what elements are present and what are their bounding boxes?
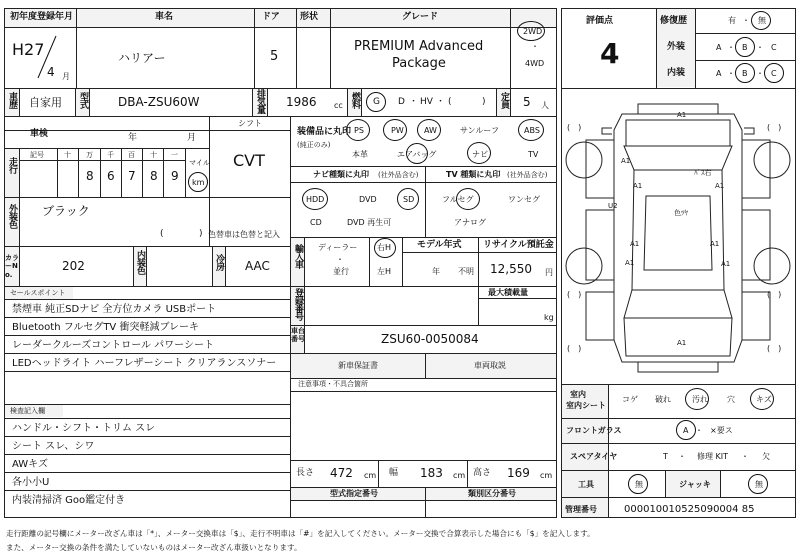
fuel-label: 燃料	[350, 92, 360, 108]
diagram-bracket: ( )	[567, 344, 582, 353]
ext-b: B	[742, 43, 748, 52]
diagram-mark: 色ﾂﾔ	[674, 209, 688, 217]
tools-label: 工具	[578, 480, 594, 489]
equip-abs: ABS	[524, 126, 540, 135]
diagram-mark: A1	[677, 111, 687, 119]
yen-unit: 円	[545, 268, 553, 277]
reg-no-label: 登録番号	[293, 288, 303, 320]
equip-abs-circle	[518, 119, 544, 141]
import-label: 輸入車	[293, 244, 303, 268]
seat-label: 室内シート	[566, 401, 606, 410]
int-b-circle	[735, 63, 755, 83]
navi-cd: CD	[310, 218, 322, 227]
diagram-bracket: ( )	[567, 290, 582, 299]
chassis-label: 車台番号	[291, 327, 305, 343]
repair-no-circle	[751, 11, 771, 30]
management-value: 000010010525090004 85	[624, 504, 755, 515]
fuel-g-circle	[366, 92, 386, 112]
recycle-value: 12,550	[490, 262, 532, 276]
diagram-bracket: ( )	[767, 290, 782, 299]
kigo-label: 記号	[30, 151, 44, 159]
car-name-label: 車名	[155, 12, 174, 22]
tv-sub: (社外品含む)	[507, 171, 548, 179]
diagram-bracket: ( )	[767, 123, 782, 132]
navi-sd-circle	[397, 188, 419, 210]
digit-label-1: 一	[171, 151, 178, 159]
fuel-d: D	[398, 97, 405, 107]
equip-ps: PS	[354, 126, 364, 135]
navi-dvd: DVD	[359, 195, 377, 204]
navi-sub: (社外品含む)	[378, 171, 419, 179]
spare-none: 欠	[762, 452, 770, 461]
shift-value: CVT	[233, 151, 265, 170]
door-count: 5	[270, 49, 279, 64]
cc-unit: cc	[334, 101, 343, 110]
docs-bg	[291, 354, 556, 378]
seat-scratch-circle	[750, 388, 774, 410]
warranty-label: 新車保証書	[338, 361, 378, 370]
equip-ps-circle	[346, 119, 370, 141]
mile-label: マイル	[189, 159, 210, 167]
drive-sep: ・	[531, 42, 539, 51]
windshield-label: フロントガラス	[566, 426, 622, 435]
inspect-line: 内装清掃済 Goo鑑定付き	[12, 495, 126, 506]
width-unit: cm	[453, 471, 466, 480]
model-label: 型式	[78, 92, 88, 108]
drive-2wd-circle	[517, 21, 545, 41]
drive-4wd: 4WD	[525, 59, 545, 68]
tools-none-circle	[628, 474, 648, 494]
reg-month: 4	[47, 65, 55, 79]
mileage-digit: 6	[107, 169, 115, 183]
inspect-line: 各小小U	[12, 477, 50, 488]
fuel-sep1: ・	[409, 97, 419, 107]
length-value: 472	[330, 466, 353, 480]
mileage-digit: 9	[171, 169, 179, 183]
height-unit: cm	[540, 471, 553, 480]
spare-kit: 修理 KIT	[697, 452, 729, 461]
equip-navi: ナビ	[472, 150, 488, 159]
windshield-replace: ×要ス	[710, 426, 733, 435]
type-label: 型式指定番号	[330, 489, 378, 498]
seat-hole: 穴	[727, 395, 735, 404]
digit-label-10m: 十	[64, 151, 71, 159]
int-a: A	[716, 69, 722, 78]
equip-title: 装備品に丸印	[297, 127, 352, 137]
digit-label-10: 十	[150, 151, 157, 159]
use-value: 自家用	[29, 96, 62, 109]
width-value: 183	[420, 466, 443, 480]
length-label: 長さ	[296, 468, 315, 478]
max-load-label: 最大積載量	[488, 288, 528, 297]
diagram-mark: A1	[677, 339, 687, 347]
diagram-mark: A1	[625, 259, 635, 267]
sales-line: 禁煙車 純正SDナビ 全方位カメラ USBポート	[12, 304, 217, 315]
windshield-a-circle	[676, 420, 696, 440]
header-row-bg	[5, 9, 556, 27]
repair-yes: 有	[728, 16, 736, 25]
seat-label-1: 室内	[570, 390, 586, 399]
mileage-digit: 8	[86, 169, 94, 183]
interior-color-label: 内装色	[135, 250, 145, 274]
import-right-circle	[374, 238, 396, 258]
int-c-circle	[764, 63, 784, 83]
tv-title: TV 種類に丸印	[446, 170, 501, 179]
equip-pw-circle	[383, 119, 407, 141]
inspect-title: 検査記入欄	[10, 407, 45, 415]
grade-line1: PREMIUM Advanced	[354, 39, 484, 54]
slash-divider	[30, 34, 60, 82]
equip-airbag-circle	[406, 143, 428, 164]
chassis-value: ZSU60-0050084	[381, 332, 479, 346]
class-label: 類別区分番号	[468, 489, 516, 498]
diagram-mark: A1	[630, 240, 640, 248]
exterior-label: 外装	[667, 42, 686, 52]
model-year-unknown: 不明	[458, 267, 474, 276]
seat-scratch: キズ	[756, 395, 772, 404]
color-paren-open: (	[160, 229, 164, 239]
footer-note-2: また、メーター交換の条件を満たしていないものはメーター改ざん車扱いとなります。	[6, 543, 302, 552]
equip-navi-circle	[467, 142, 491, 164]
kg-unit: kg	[544, 313, 554, 322]
fuel-g: G	[373, 97, 380, 107]
ext-sep1: ・	[727, 43, 735, 52]
mileage-label: 走行	[7, 157, 17, 173]
drive-2wd: 2WD	[523, 27, 543, 36]
model-value: DBA-ZSU60W	[118, 95, 200, 109]
fuel-sep2: ・	[436, 97, 446, 107]
windshield-dot: ・	[695, 426, 703, 435]
score-label: 評価点	[586, 16, 614, 26]
sales-line: LEDヘッドライト ハーフレザーシート クリアランスソナー	[12, 358, 277, 369]
spare-sep1: ・	[678, 452, 686, 461]
recycle-label: リサイクル預託金	[483, 240, 554, 250]
inspect-line: シート スレ、シワ	[12, 441, 95, 452]
ext-a: A	[716, 43, 722, 52]
capacity-value: 5	[523, 95, 531, 109]
equip-sunroof: サンルーフ	[460, 126, 499, 135]
mileage-digit: 7	[128, 169, 136, 183]
navi-hdd: HDD	[306, 195, 325, 204]
sales-line: Bluetooth フルセグTV 衝突軽減ブレーキ	[12, 322, 200, 333]
tv-analog: アナログ	[454, 218, 486, 227]
diagram-mark: A1	[721, 260, 731, 268]
reg-era: H27	[12, 40, 45, 59]
height-value: 169	[507, 466, 530, 480]
equip-pw: PW	[391, 126, 404, 135]
diagram-bracket: ( )	[567, 123, 582, 132]
tv-fullseg-circle	[456, 188, 480, 210]
navi-sd: SD	[403, 195, 415, 204]
equip-aw-circle	[417, 119, 441, 141]
jack-label: ジャッキ	[679, 480, 711, 489]
jack-none: 無	[755, 480, 763, 489]
score-value: 4	[600, 37, 620, 70]
km-circle	[188, 172, 208, 192]
capacity-unit: 人	[541, 101, 549, 110]
shaken-label: 車検	[30, 129, 49, 139]
repair-label: 修復歴	[660, 16, 688, 26]
car-damage-diagram	[562, 100, 795, 378]
tv-fullseg: フルセグ	[442, 195, 474, 204]
diagram-mark: A1	[621, 157, 631, 165]
import-sep: ・	[336, 255, 344, 264]
equip-aw: AW	[424, 126, 437, 135]
aircon-label: 冷房	[214, 254, 224, 270]
import-parallel: 並行	[333, 267, 349, 276]
interior-label: 内装	[667, 68, 686, 78]
reg-month-unit: 月	[62, 72, 70, 81]
first-reg-label: 初年度登録年月	[10, 12, 74, 22]
seat-dirt: 汚れ	[692, 395, 708, 404]
seat-dirt-circle	[685, 388, 709, 410]
int-c: C	[771, 69, 777, 78]
jack-none-circle	[748, 474, 768, 494]
ext-b-circle	[735, 37, 755, 57]
shaken-month: 月	[187, 133, 197, 143]
diagram-mark: ﾊﾞｽ右	[694, 169, 712, 177]
car-name: ハリアー	[118, 51, 166, 65]
navi-title: ナビ種類に丸印	[313, 170, 369, 179]
equip-sub: (純正のみ)	[297, 141, 331, 149]
fuel-hv: HV	[420, 97, 433, 107]
import-right: 右H	[377, 243, 392, 252]
door-label: ドア	[262, 12, 280, 22]
sales-line: レーダークルーズコントロール パワーシート	[12, 340, 214, 351]
diagram-mark: U2	[608, 202, 618, 210]
ext-sep2: ・	[756, 43, 764, 52]
color-label: 外装色	[7, 204, 17, 228]
management-label: 管理番号	[565, 505, 597, 514]
width-label: 幅	[389, 468, 399, 478]
int-sep1: ・	[727, 69, 735, 78]
diagram-mark: A1	[710, 240, 720, 248]
spare-t: T	[663, 452, 668, 461]
diagram-bracket: ( )	[767, 344, 782, 353]
repair-no: 無	[758, 16, 766, 25]
equip-airbag: エアバッグ	[397, 150, 437, 159]
digit-label-1k: 千	[107, 151, 114, 159]
seat-tear: 破れ	[655, 395, 671, 404]
tools-none: 無	[635, 480, 643, 489]
inspect-line: AWキズ	[12, 459, 48, 470]
length-unit: cm	[364, 471, 377, 480]
km-label: km	[192, 178, 205, 187]
seat-burn: コゲ	[622, 395, 638, 404]
height-label: 高さ	[473, 468, 492, 478]
int-b: B	[742, 69, 748, 78]
repair-sep: ・	[742, 16, 750, 25]
model-year-unit: 年	[432, 267, 440, 276]
displacement-label: 排気量	[255, 89, 265, 113]
navi-hdd-circle	[302, 188, 328, 210]
footer-note-1: 走行距離の記号欄にメーター改ざん車は「*」、メーター交換車は「$」、走行不明車は「#」を記入してください。メーター交換で合算表示した場合にも「$」を記入します。	[6, 529, 595, 538]
tv-oneseg: ワンセグ	[508, 195, 540, 204]
diagram-mark: A1	[715, 182, 725, 190]
notes-label: 注意事項・不具合箇所	[298, 380, 368, 388]
manual-label: 車両取説	[474, 361, 506, 370]
displacement-value: 1986	[286, 95, 317, 109]
grade-label: グレード	[402, 12, 439, 22]
model-year-label: モデル年式	[417, 240, 462, 250]
digit-label-10k: 万	[86, 151, 93, 159]
color-no-label: カラーNo.	[5, 254, 19, 279]
shape-label: 形状	[300, 12, 319, 22]
diagram-mark: A1	[633, 182, 643, 190]
grade-line2: Package	[392, 56, 446, 71]
capacity-label: 定員	[499, 92, 509, 108]
color-value: ブラック	[42, 204, 90, 218]
int-sep2: ・	[756, 69, 764, 78]
mileage-digit: 8	[150, 169, 158, 183]
equip-tv: TV	[528, 150, 539, 159]
shift-label: シフト	[238, 119, 262, 128]
fuel-paren-close: )	[482, 97, 486, 107]
digit-label-100: 百	[128, 151, 135, 159]
ext-c: C	[771, 43, 777, 52]
import-left: 左H	[377, 267, 392, 276]
spare-sep2: ・	[741, 452, 749, 461]
equip-leather: 本革	[352, 150, 368, 159]
color-note: 色替車は色替と記入	[208, 230, 280, 239]
sales-title: セールスポイント	[10, 289, 66, 297]
spare-label: スペアタイヤ	[570, 452, 618, 461]
import-dealer: ディーラー	[318, 243, 358, 252]
shaken-year: 年	[128, 133, 138, 143]
aircon-value: AAC	[245, 259, 270, 273]
inspect-line: ハンドル・シフト・トリム スレ	[12, 423, 156, 434]
use-label: 車歴	[7, 92, 17, 108]
navi-dvd-play: DVD 再生可	[347, 218, 392, 227]
color-no-value: 202	[62, 259, 85, 273]
windshield-a: A	[683, 426, 689, 435]
fuel-paren-open: (	[448, 97, 452, 107]
color-paren-close: )	[199, 229, 203, 239]
